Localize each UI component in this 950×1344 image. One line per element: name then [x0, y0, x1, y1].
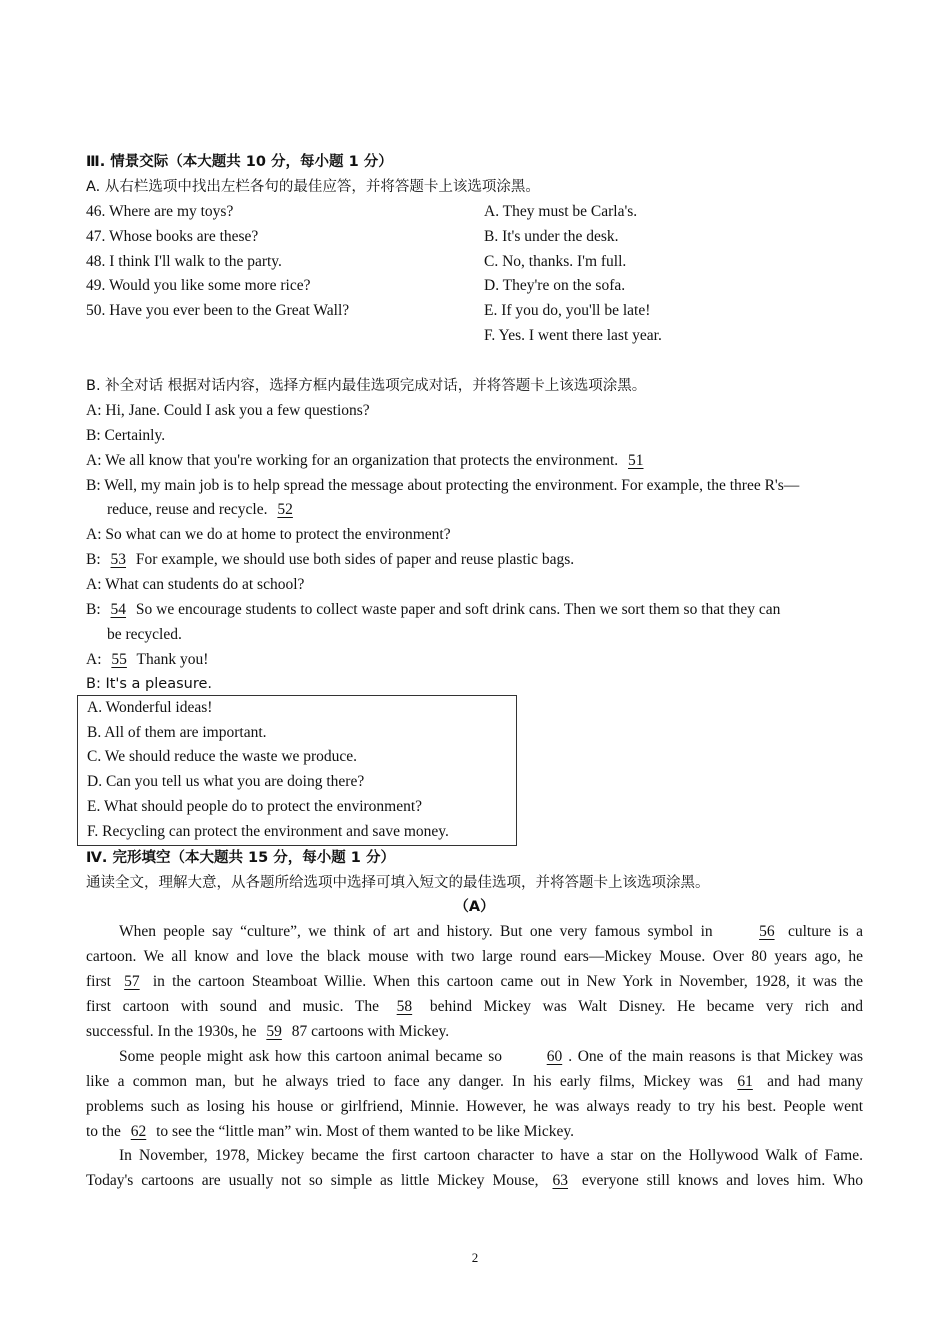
- dialogue-line: A: Hi, Jane. Could I ask you a few questions?: [86, 401, 370, 419]
- options-box-wrapper: [86, 695, 863, 846]
- part-a-instruction: A. 从右栏选项中找出左栏各句的最佳应答，并将答题卡上该选项涂黑。: [86, 178, 540, 195]
- passage-line: successful. In the 1930s, he 59 87 cartoons with Mickey.: [86, 1020, 863, 1045]
- passage-line: In November, 1978, Mickey became the first cartoon character to have a star on the Hollywood Walk of Fame.: [119, 1147, 863, 1165]
- section-3-title: Ⅲ. 情景交际（本大题共 10 分，每小题 1 分）: [86, 154, 393, 170]
- question-47: 47. Whose books are these?: [86, 227, 259, 245]
- dialogue-line: B: 53 For example, we should use both sides of paper and reuse plastic bags.: [86, 548, 863, 573]
- dialogue-line: A: We all know that you're working for an organization that protects the environment. 51: [86, 449, 863, 474]
- blank-51[interactable]: 51: [628, 451, 644, 469]
- passage-line: When people say “culture”, we think of art and history. But one very famous symbol in 56 culture is a: [86, 920, 863, 945]
- passage-line: cartoon. We all know and love the black mouse with two large round ears—Mickey Mouse. Over 80 years ago, he: [86, 948, 863, 966]
- passage-line: problems such as losing his house or girlfriend, Minnie. However, he was always ready to try his best. People went: [86, 1097, 863, 1115]
- question-49: 49. Would you like some more rice?: [86, 277, 311, 295]
- question-46: 46. Where are my toys?: [86, 202, 234, 220]
- matching-row: [86, 299, 863, 324]
- matching-row: [86, 225, 863, 250]
- option-e: E. What should people do to protect the environment?: [87, 798, 423, 816]
- dialogue-line: B: Well, my main job is to help spread the message about protecting the environment. For example, the three R's—: [86, 476, 800, 494]
- blank-57[interactable]: 57: [124, 973, 140, 991]
- blank-60[interactable]: 60: [546, 1047, 563, 1065]
- option-d: D. Can you tell us what you are doing there?: [87, 773, 365, 791]
- passage-line: like a common man, but he always tried to face any danger. In his early films, Mickey was 61 and had many: [86, 1070, 863, 1095]
- blank-59[interactable]: 59: [266, 1022, 282, 1040]
- dialogue-line: A: So what can we do at home to protect the environment?: [86, 526, 451, 544]
- matching-row: [86, 200, 863, 225]
- section-4-instruction: 通读全文，理解大意，从各题所给选项中选择可填入短文的最佳选项，并将答题卡上该选项涂黑。: [86, 874, 710, 891]
- passage-line: to the 62 to see the “little man” win. Most of them wanted to be like Mickey.: [86, 1120, 863, 1145]
- dialogue-line: B: Certainly.: [86, 426, 166, 444]
- dialogue-line: B: 54 So we encourage students to collect waste paper and soft drink cans. Then we sort them so that they can: [86, 598, 863, 623]
- passage-line: Some people might ask how this cartoon animal became so 60 . One of the main reasons is that Mickey was: [86, 1045, 863, 1070]
- blank-53[interactable]: 53: [110, 551, 127, 569]
- answer-option-e: E. If you do, you'll be late!: [484, 302, 651, 320]
- option-f: F. Recycling can protect the environment and save money.: [87, 823, 449, 841]
- dialogue-line: A: 55 Thank you!: [86, 648, 863, 673]
- matching-row: [86, 250, 863, 275]
- blank-52[interactable]: 52: [277, 501, 293, 519]
- dialogue-line: be recycled.: [107, 625, 182, 643]
- passage-line: first cartoon with sound and music. The 58 behind Mickey was Walt Disney. He became very rich and: [86, 995, 863, 1020]
- dialogue-line: B: It's a pleasure.: [86, 675, 213, 692]
- part-b-instruction: B. 补全对话 根据对话内容，选择方框内最佳选项完成对话，并将答题卡上该选项涂黑。: [86, 378, 647, 395]
- blank-63[interactable]: 63: [552, 1172, 568, 1190]
- question-50: 50. Have you ever been to the Great Wall?: [86, 302, 350, 320]
- dialogue-line: reduce, reuse and recycle. 52: [86, 498, 863, 523]
- matching-row: [86, 274, 863, 299]
- page-number: 2: [471, 1250, 479, 1265]
- answer-option-f: F. Yes. I went there last year.: [484, 327, 662, 345]
- blank-54[interactable]: 54: [110, 601, 127, 619]
- passage-label: （A）: [454, 899, 495, 916]
- option-c: C. We should reduce the waste we produce.: [87, 748, 358, 766]
- answer-option-b: B. It's under the desk.: [484, 227, 619, 245]
- option-a: A. Wonderful ideas!: [87, 698, 213, 716]
- blank-61[interactable]: 61: [737, 1072, 753, 1090]
- blank-56[interactable]: 56: [759, 923, 775, 941]
- blank-55[interactable]: 55: [111, 650, 127, 668]
- answer-option-c: C. No, thanks. I'm full.: [484, 252, 627, 270]
- answer-option-d: D. They're on the sofa.: [484, 277, 626, 295]
- blank-58[interactable]: 58: [396, 998, 413, 1016]
- answer-option-a: A. They must be Carla's.: [484, 202, 638, 220]
- section-4-title: Ⅳ. 完形填空（本大题共 15 分，每小题 1 分）: [86, 849, 395, 866]
- options-box: [77, 695, 517, 846]
- passage-line: first 57 in the cartoon Steamboat Willie. When this cartoon came out in New York in November, 1928, it was the: [86, 970, 863, 995]
- dialogue-line: A: What can students do at school?: [86, 576, 305, 594]
- blank-62[interactable]: 62: [130, 1122, 147, 1140]
- question-48: 48. I think I'll walk to the party.: [86, 252, 282, 270]
- matching-row: [86, 324, 863, 349]
- exam-page: [86, 150, 863, 1194]
- option-b: B. All of them are important.: [87, 723, 267, 741]
- passage-line: Today's cartoons are usually not so simple as little Mickey Mouse, 63 everyone still knows and loves him. Who: [86, 1169, 863, 1194]
